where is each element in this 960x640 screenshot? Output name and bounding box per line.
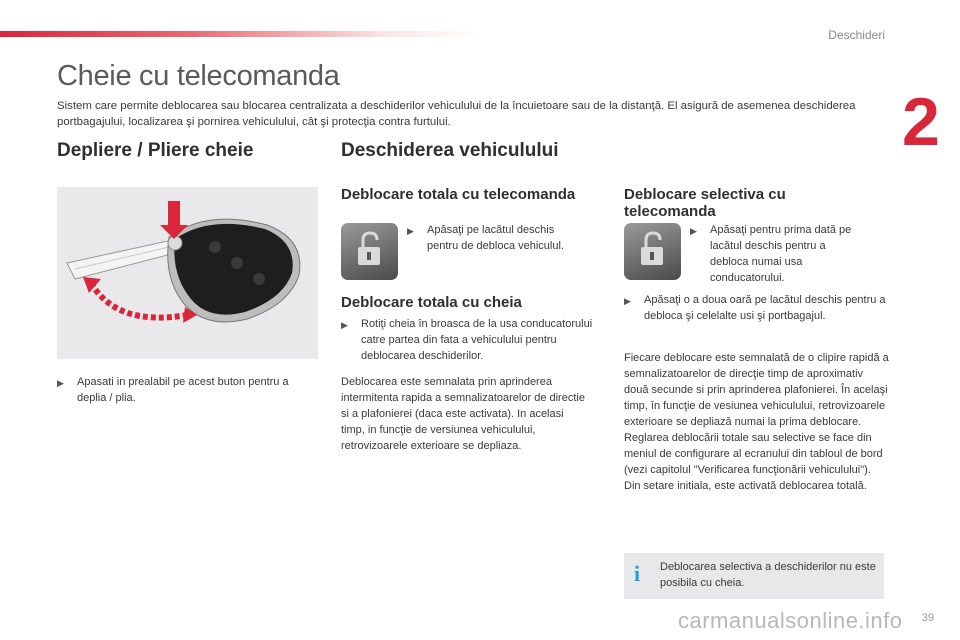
- unlock-button-image: [341, 223, 398, 280]
- total-key-heading: Deblocare totala cu cheia: [341, 294, 522, 311]
- selective-step-2-text: Apăsaţi o a doua oară pe lacătul deschis pentru a debloca şi celelalte usi şi portbagajul.: [644, 294, 886, 322]
- total-remote-heading: Deblocare totala cu telecomanda: [341, 186, 576, 203]
- info-icon: i: [634, 561, 641, 586]
- page-number: 39: [921, 612, 934, 624]
- unlock-padlock-icon: [341, 223, 398, 280]
- intro-paragraph: Sistem care permite deblocarea sau blocarea centralizata a deschiderilor vehiculului de la încuietoare sau de la distanţă. El asigură de asemenea deschiderea portbagajului, localizarea şi pornirea vehiculului, cât şi protecţia contra furtului.: [57, 100, 856, 128]
- selective-paragraph: Fiecare deblocare este semnalată de o clipire rapidă a semnalizatoarelor de direcţie timp de aproximativ două secunde si prin aprinderea plafonierei. În acelaşi timp, în funcţie de vesiunea vehiculului, retrovizoarele exterioare se depliază numai la prima deblocare. Reglarea deblocării totale sau selective se face din meniul de configurare al ecranului din tabloul de bord (vezi capitolul "Verificarea funcţionării vehiculului"). Din setare initiala, este activată deblocarea totală.: [624, 352, 889, 492]
- total-key-paragraph: Deblocarea este semnalata prin aprinderea intermitenta rapida a semnalizatoarelor de directie si a plafonierei (daca este activata). In acelasi timp, in funcţie de versiunea vehiculului, retrovizoarele exterioare se depliaza.: [341, 376, 585, 452]
- fold-instruction: [57, 374, 319, 406]
- bullet-marker-icon: ▶: [690, 226, 697, 236]
- selective-step-1: [690, 222, 862, 286]
- fold-instruction-text: Apasati in prealabil pe acest buton pentru a deplia / plia.: [77, 376, 289, 404]
- key-fob-image: [57, 187, 318, 359]
- selective-step-2: [624, 292, 886, 324]
- main-heading: Deschiderea vehiculului: [341, 140, 559, 161]
- selective-step-1-text: Apăsaţi pentru prima dată pe lacătul deschis pentru a debloca numai usa conducatorului.: [710, 224, 852, 284]
- header-accent-bar: [0, 31, 480, 37]
- section-label: Deschideri: [828, 28, 885, 42]
- info-note-box: [624, 553, 884, 599]
- total-remote-step-text: Apăsaţi pe lacătul deschis pentru de debloca vehiculul.: [427, 224, 564, 252]
- chapter-number: 2: [902, 84, 940, 160]
- total-key-step: [341, 316, 603, 364]
- info-note-text: Deblocarea selectiva a deschiderilor nu este posibila cu cheia.: [660, 561, 876, 589]
- key-fob-illustration: [57, 187, 318, 359]
- bullet-marker-icon: ▶: [624, 296, 631, 306]
- total-remote-step: [407, 222, 587, 254]
- fold-heading: Depliere / Pliere cheie: [57, 140, 254, 161]
- watermark-text: carmanualsonline.info: [678, 608, 903, 633]
- selective-heading: Deblocare selectiva cu telecomanda: [624, 186, 786, 220]
- bullet-marker-icon: ▶: [341, 320, 348, 330]
- unlock-padlock-icon: [624, 223, 681, 280]
- unlock-button-image: [624, 223, 681, 280]
- total-key-step-text: Rotiţi cheia în broasca de la usa conducatorului catre partea din fata a vehiculului pentru deblocarea deschiderilor.: [361, 318, 593, 362]
- bullet-marker-icon: ▶: [407, 226, 414, 236]
- bullet-marker-icon: ▶: [57, 378, 64, 388]
- page-title: Cheie cu telecomanda: [57, 60, 340, 92]
